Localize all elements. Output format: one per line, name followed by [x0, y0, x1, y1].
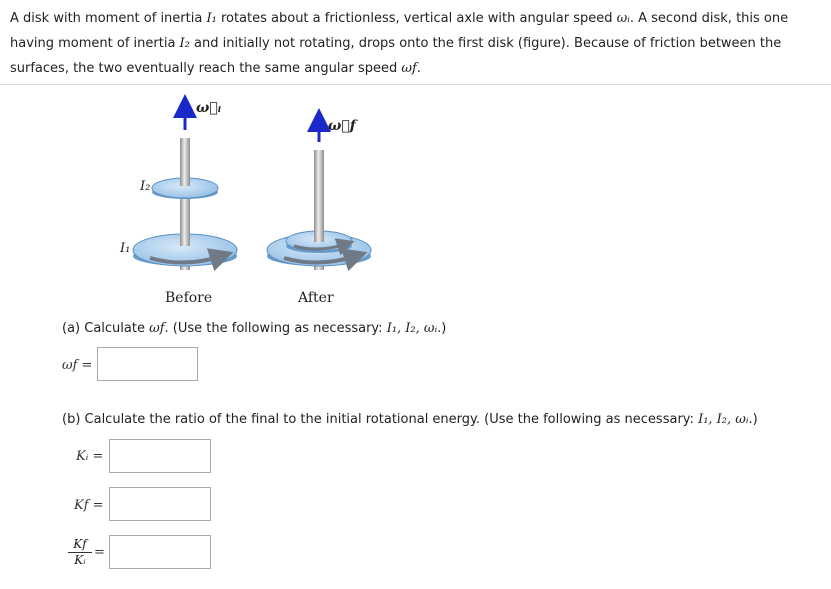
ki-answer-label: Kᵢ =	[76, 449, 104, 464]
part-a-symbol: ωf	[149, 321, 165, 336]
axle-middle-before	[180, 194, 190, 246]
problem-text-part: . A second disk, this one having moment of inertia	[10, 11, 789, 51]
I1-label: I₁	[120, 241, 131, 256]
axle-upper-before	[180, 138, 190, 186]
part-a-end: .)	[437, 321, 447, 336]
symbol-I2: I₂	[179, 36, 190, 51]
disk-figure	[110, 90, 410, 310]
part-b-vars: I₁, I₂, ωᵢ	[698, 412, 749, 427]
symbol-omega-f: ωf	[401, 61, 417, 76]
ratio-denominator: Kᵢ	[74, 553, 86, 567]
kf-answer-label: Kf =	[74, 498, 104, 513]
problem-text	[10, 6, 810, 81]
symbol-omega-i: ωᵢ	[616, 11, 630, 26]
problem-text-part: rotates about a frictionless, vertical axle with angular speed	[216, 11, 617, 26]
kf-answer-input[interactable]	[109, 487, 211, 521]
caption-before: Before	[165, 290, 213, 306]
caption-after: After	[298, 290, 334, 306]
omega-f-answer-input[interactable]	[97, 347, 198, 381]
omega-f-label: ω⃗f	[328, 118, 356, 134]
part-b-question	[62, 412, 758, 427]
ratio-equals: =	[94, 545, 105, 560]
omega-i-label: ω⃗ᵢ	[196, 100, 222, 116]
ki-answer-input[interactable]	[109, 439, 211, 473]
I2-label: I₂	[140, 179, 151, 194]
ratio-answer-input[interactable]	[109, 535, 211, 569]
axle-upper-after	[314, 150, 324, 242]
problem-text-part: .	[416, 61, 421, 76]
problem-text-part: A disk with moment of inertia	[10, 11, 207, 26]
problem-text-part: and initially not rotating, drops onto the first disk (figure). Because of friction between the surfaces, the two eventually reach the same angular speed	[10, 36, 782, 76]
part-a-suffix: . (Use the following as necessary:	[164, 321, 387, 336]
part-a-prefix: (a) Calculate	[62, 321, 150, 336]
divider	[0, 84, 831, 85]
ratio-fraction	[68, 537, 92, 568]
after-assembly	[267, 118, 371, 306]
part-b-end: .)	[748, 412, 758, 427]
part-a-question	[62, 321, 446, 336]
part-a-vars: I₁, I₂, ωᵢ	[386, 321, 438, 336]
part-b-prefix: (b) Calculate the ratio of the final to the initial rotational energy. (Use the following as necessary:	[62, 412, 699, 427]
omega-f-answer-label: ωf =	[62, 358, 93, 373]
symbol-I1: I₁	[206, 11, 217, 26]
before-assembly	[119, 100, 237, 306]
ratio-numerator: Kf	[68, 537, 92, 553]
